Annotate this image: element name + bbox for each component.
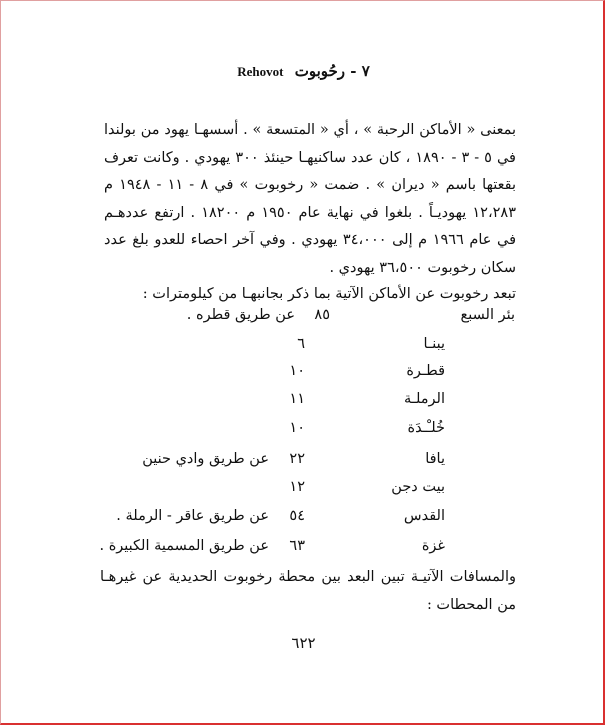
place-name: بيت دجن: [391, 479, 445, 495]
stations-intro: والمسافات الآتيـة تبين البعد بين محطة رخوبوت الحديدية عن غيرهـا من المحطات :: [100, 569, 516, 613]
place-name: يبنـا: [423, 336, 445, 352]
distance-row: [145, 420, 445, 444]
distance-row: [145, 336, 445, 360]
distance-row: [145, 479, 445, 503]
distance-value: ٦٣: [289, 538, 305, 554]
distance-value: ٢٢: [289, 451, 305, 467]
place-name: قطـرة: [406, 363, 445, 379]
distance-value: ٥٤: [289, 508, 305, 524]
route-note: عن طريق قطره .: [186, 307, 295, 323]
intro-paragraph: بمعنى « الأماكن الرحبة » ، أي « المتسعة » . أسسهـا يهود من بولندا في ٥ - ٣ - ١٨٩٠ ، كان عدد ساكنيهـا حينئذ ٣٠٠ يهودي . وكانت تعرف بقعتها باسم « ديران » . ضمت « رخوبوت » في ٨ - ١١ - ١٩٤٨ م ١٢،٢٨٣ يهوديـاً . بلغوا في نهاية عام ١٩٥٠ م ١٨٢٠٠ . ارتفع عددهـم في عام ١٩٦٦ م إلى ٣٤،٠٠٠ يهودي . وفي آخر احصاء للعدو بلغ عدد سكان رخوبوت ٣٦،٥٠٠ يهودي .: [104, 122, 516, 276]
distance-row: [99, 538, 445, 562]
place-name: بئر السبع: [460, 307, 515, 323]
place-name: يافا: [425, 451, 445, 467]
heading-latin: Rehovot: [237, 64, 284, 79]
place-name: غزة: [421, 538, 445, 554]
place-name: الرملـة: [403, 391, 445, 407]
distance-row: [145, 391, 445, 415]
distance-value: ١١: [289, 391, 305, 407]
section-heading: [0, 62, 607, 80]
distance-value: ١٠: [289, 420, 305, 436]
route-note: عن طريق وادي حنين: [142, 451, 269, 467]
route-note: عن طريق عاقر - الرملة .: [116, 508, 269, 524]
page-number: ٦٢٢: [291, 634, 316, 652]
distance-value: ١٠: [289, 363, 305, 379]
distance-value: ١٢: [289, 479, 305, 495]
route-note: عن طريق المسمية الكبيرة .: [99, 538, 269, 554]
distances-intro: تبعد رخوبوت عن الأماكن الآتية بما ذكر بجانبهـا من كيلومترات :: [142, 286, 516, 302]
distance-row: [142, 451, 445, 475]
place-name: خُلـْـدَة: [407, 420, 445, 436]
heading-arabic: ٧ - رحُوبوت: [294, 62, 370, 80]
distance-row: [145, 363, 445, 387]
distance-row: [186, 307, 515, 331]
distance-value: ٨٥: [314, 307, 330, 323]
distance-row: [116, 508, 445, 532]
place-name: القدس: [403, 508, 445, 524]
distance-value: ٦: [297, 336, 305, 352]
